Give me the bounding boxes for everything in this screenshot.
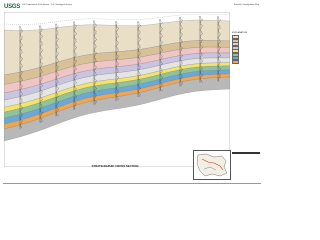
index-map [193,150,231,180]
region-outline [197,154,227,176]
organization-line: U.S. Department of the Interior · U.S. Geological Survey [22,4,72,6]
scale-segment [246,152,253,154]
legend-items [232,36,260,64]
footer [3,183,261,190]
well-head-icon [159,19,161,21]
legend [232,32,260,102]
well-head-icon [73,22,75,24]
cross-section-graphic [4,12,230,167]
title-block [40,165,190,177]
index-map-graphic [194,151,230,179]
scale-segment [239,152,246,154]
well-head-icon [55,24,57,26]
well-head-icon [93,21,95,23]
well-head-icon [19,27,21,29]
well-head-icon [199,16,201,18]
well-head-icon [179,17,181,19]
well-head-icon [39,26,41,28]
scale-segment [253,152,260,154]
series-line: Scientific Investigations Map [233,4,259,6]
scale-segment [232,152,239,154]
usgs-logo: USGS [4,4,21,10]
cross-section [4,12,230,167]
footer-note [3,184,261,185]
legend-item [232,60,260,63]
legend-swatch [232,60,239,64]
scale [232,150,260,160]
scale-bar [232,152,260,153]
map-title: STRATIGRAPHIC CROSS SECTION [91,164,139,168]
legend-title: EXPLANATION [232,32,248,34]
well-head-icon [137,22,139,24]
well-head-icon [115,21,117,23]
well-head-icon [217,17,219,19]
header [3,3,261,11]
